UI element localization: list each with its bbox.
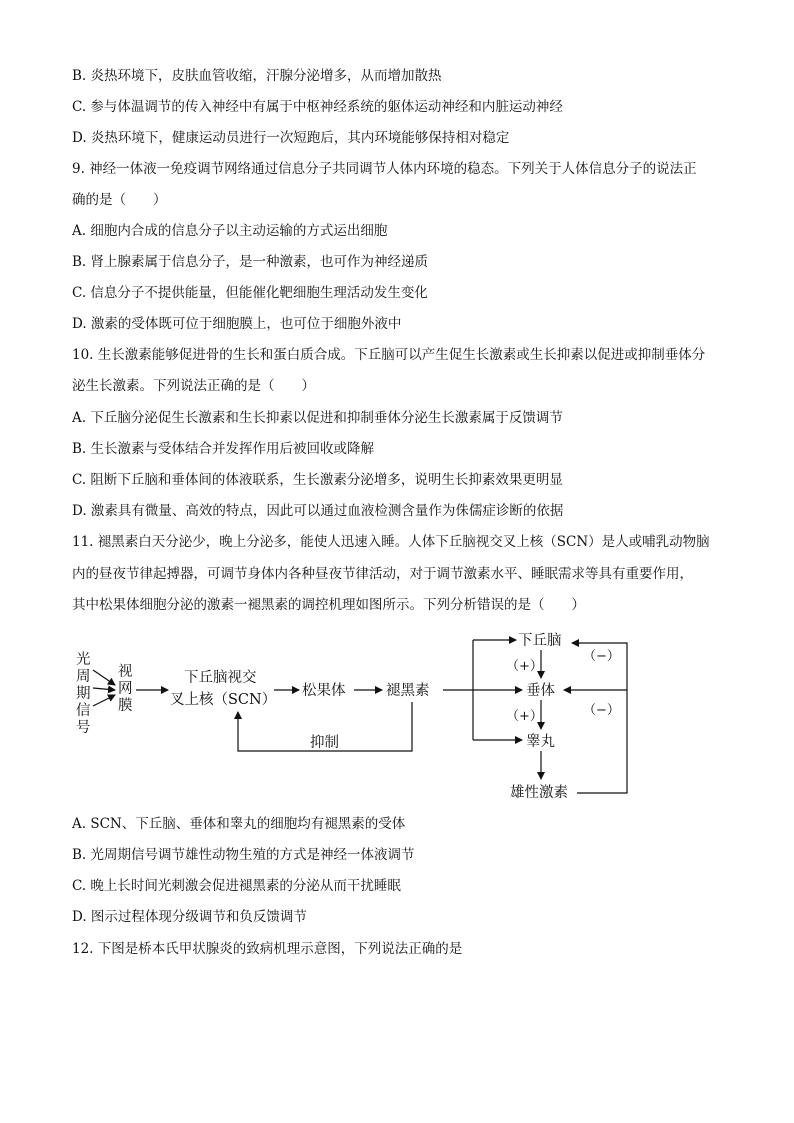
question-9-stem-cont: 确的是（ ） (72, 192, 167, 208)
signal-char: 光 (76, 652, 91, 668)
photoperiod-signal-label (76, 651, 91, 736)
positive-sign: （+） (506, 659, 543, 674)
signal-to-retina-arrow (93, 670, 115, 685)
signal-char: 期 (76, 686, 91, 702)
question-11-stem-cont2: 其中松果体细胞分泌的激素一褪黑素的调控机理如图所示。下列分析错误的是（ ） (72, 597, 585, 613)
retina-char: 网 (118, 681, 133, 697)
option-10c: C. 阻断下丘脑和垂体间的体液联系，生长激素分泌增多，说明生长抑素效果更明显 (72, 472, 563, 488)
question-11-stem-cont1: 内的昼夜节律起搏器，可调节身体内各种昼夜节律活动，对于调节激素水平、睡眠需求等具有重要作用， (72, 566, 693, 582)
scn-label-line1: 下丘脑视交 (184, 670, 257, 686)
option-8d: D. 炎热环境下，健康运动员进行一次短跑后，其内环境能够保持相对稳定 (72, 130, 510, 146)
pineal-label: 松果体 (302, 683, 346, 699)
melatonin-label: 褪黑素 (386, 683, 430, 699)
positive-sign: （+） (506, 709, 543, 724)
signal-to-retina-arrow (93, 688, 115, 690)
question-11-stem: 11. 褪黑素白天分泌少，晚上分泌多，能使人迅速入睡。人体下丘脑视交叉上核（SCN）是人或哺乳动物脑 (72, 534, 710, 550)
option-11c: C. 晚上长时间光刺激会促进褪黑素的分泌从而干扰睡眠 (72, 878, 401, 894)
retina-label (118, 663, 133, 714)
melatonin-regulation-diagram (60, 630, 650, 810)
question-9-stem: 9. 神经一体液一免疫调节网络通过信息分子共同调节人体内环境的稳态。下列关于人体信息分子的说法正 (72, 161, 697, 177)
signal-char: 信 (76, 703, 91, 719)
retina-char: 膜 (118, 698, 133, 714)
option-9d: D. 激素的受体既可位于细胞膜上，也可位于细胞外液中 (72, 316, 402, 332)
negative-sign: （−） (583, 649, 620, 664)
option-9a: A. 细胞内合成的信息分子以主动运输的方式运出细胞 (72, 223, 388, 239)
option-9c: C. 信息分子不提供能量，但能催化靶细胞生理活动发生变化 (72, 285, 428, 301)
testis-label: 睾丸 (526, 734, 555, 750)
inhibit-label: 抑制 (310, 735, 339, 751)
question-12-stem: 12. 下图是桥本氏甲状腺炎的致病机理示意图，下列说法正确的是 (72, 941, 463, 957)
option-11a: A. SCN、下丘脑、垂体和睾丸的细胞均有褪黑素的受体 (72, 816, 406, 832)
question-10-stem-cont: 泌生长激素。下列说法正确的是（ ） (72, 378, 315, 394)
signal-to-retina-arrow (93, 695, 115, 706)
retina-char: 视 (118, 664, 133, 680)
option-10d: D. 激素具有微量、高效的特点，因此可以通过血液检测含量作为侏儒症诊断的依据 (72, 503, 564, 519)
question-10-stem: 10. 生长激素能够促进骨的生长和蛋白质合成。下丘脑可以产生促生长激素或生长抑素以促进或抑制垂体分 (72, 347, 706, 363)
androgen-feedback-to-hypothalamus-arrow (572, 643, 627, 793)
hypothalamus-label: 下丘脑 (518, 633, 562, 649)
option-10a: A. 下丘脑分泌促生长激素和生长抑素以促进和抑制垂体分泌生长激素属于反馈调节 (72, 410, 563, 426)
option-11d: D. 图示过程体现分级调节和负反馈调节 (72, 909, 307, 925)
signal-char: 号 (76, 720, 91, 736)
option-8c: C. 参与体温调节的传入神经中有属于中枢神经系统的躯体运动神经和内脏运动神经 (72, 99, 563, 115)
option-9b: B. 肾上腺素属于信息分子，是一种激素，也可作为神经递质 (72, 254, 429, 270)
scn-label-line2: 叉上核（SCN） (170, 692, 277, 708)
negative-sign: （−） (583, 703, 620, 718)
option-8b: B. 炎热环境下，皮肤血管收缩，汗腺分泌增多，从而增加散热 (72, 68, 442, 84)
pituitary-label: 垂体 (526, 683, 555, 699)
option-10b: B. 生长激素与受体结合并发挥作用后被回收或降解 (72, 441, 375, 457)
androgen-label: 雄性激素 (510, 785, 568, 801)
signal-char: 周 (76, 669, 91, 685)
option-11b: B. 光周期信号调节雄性动物生殖的方式是神经一体液调节 (72, 847, 415, 863)
